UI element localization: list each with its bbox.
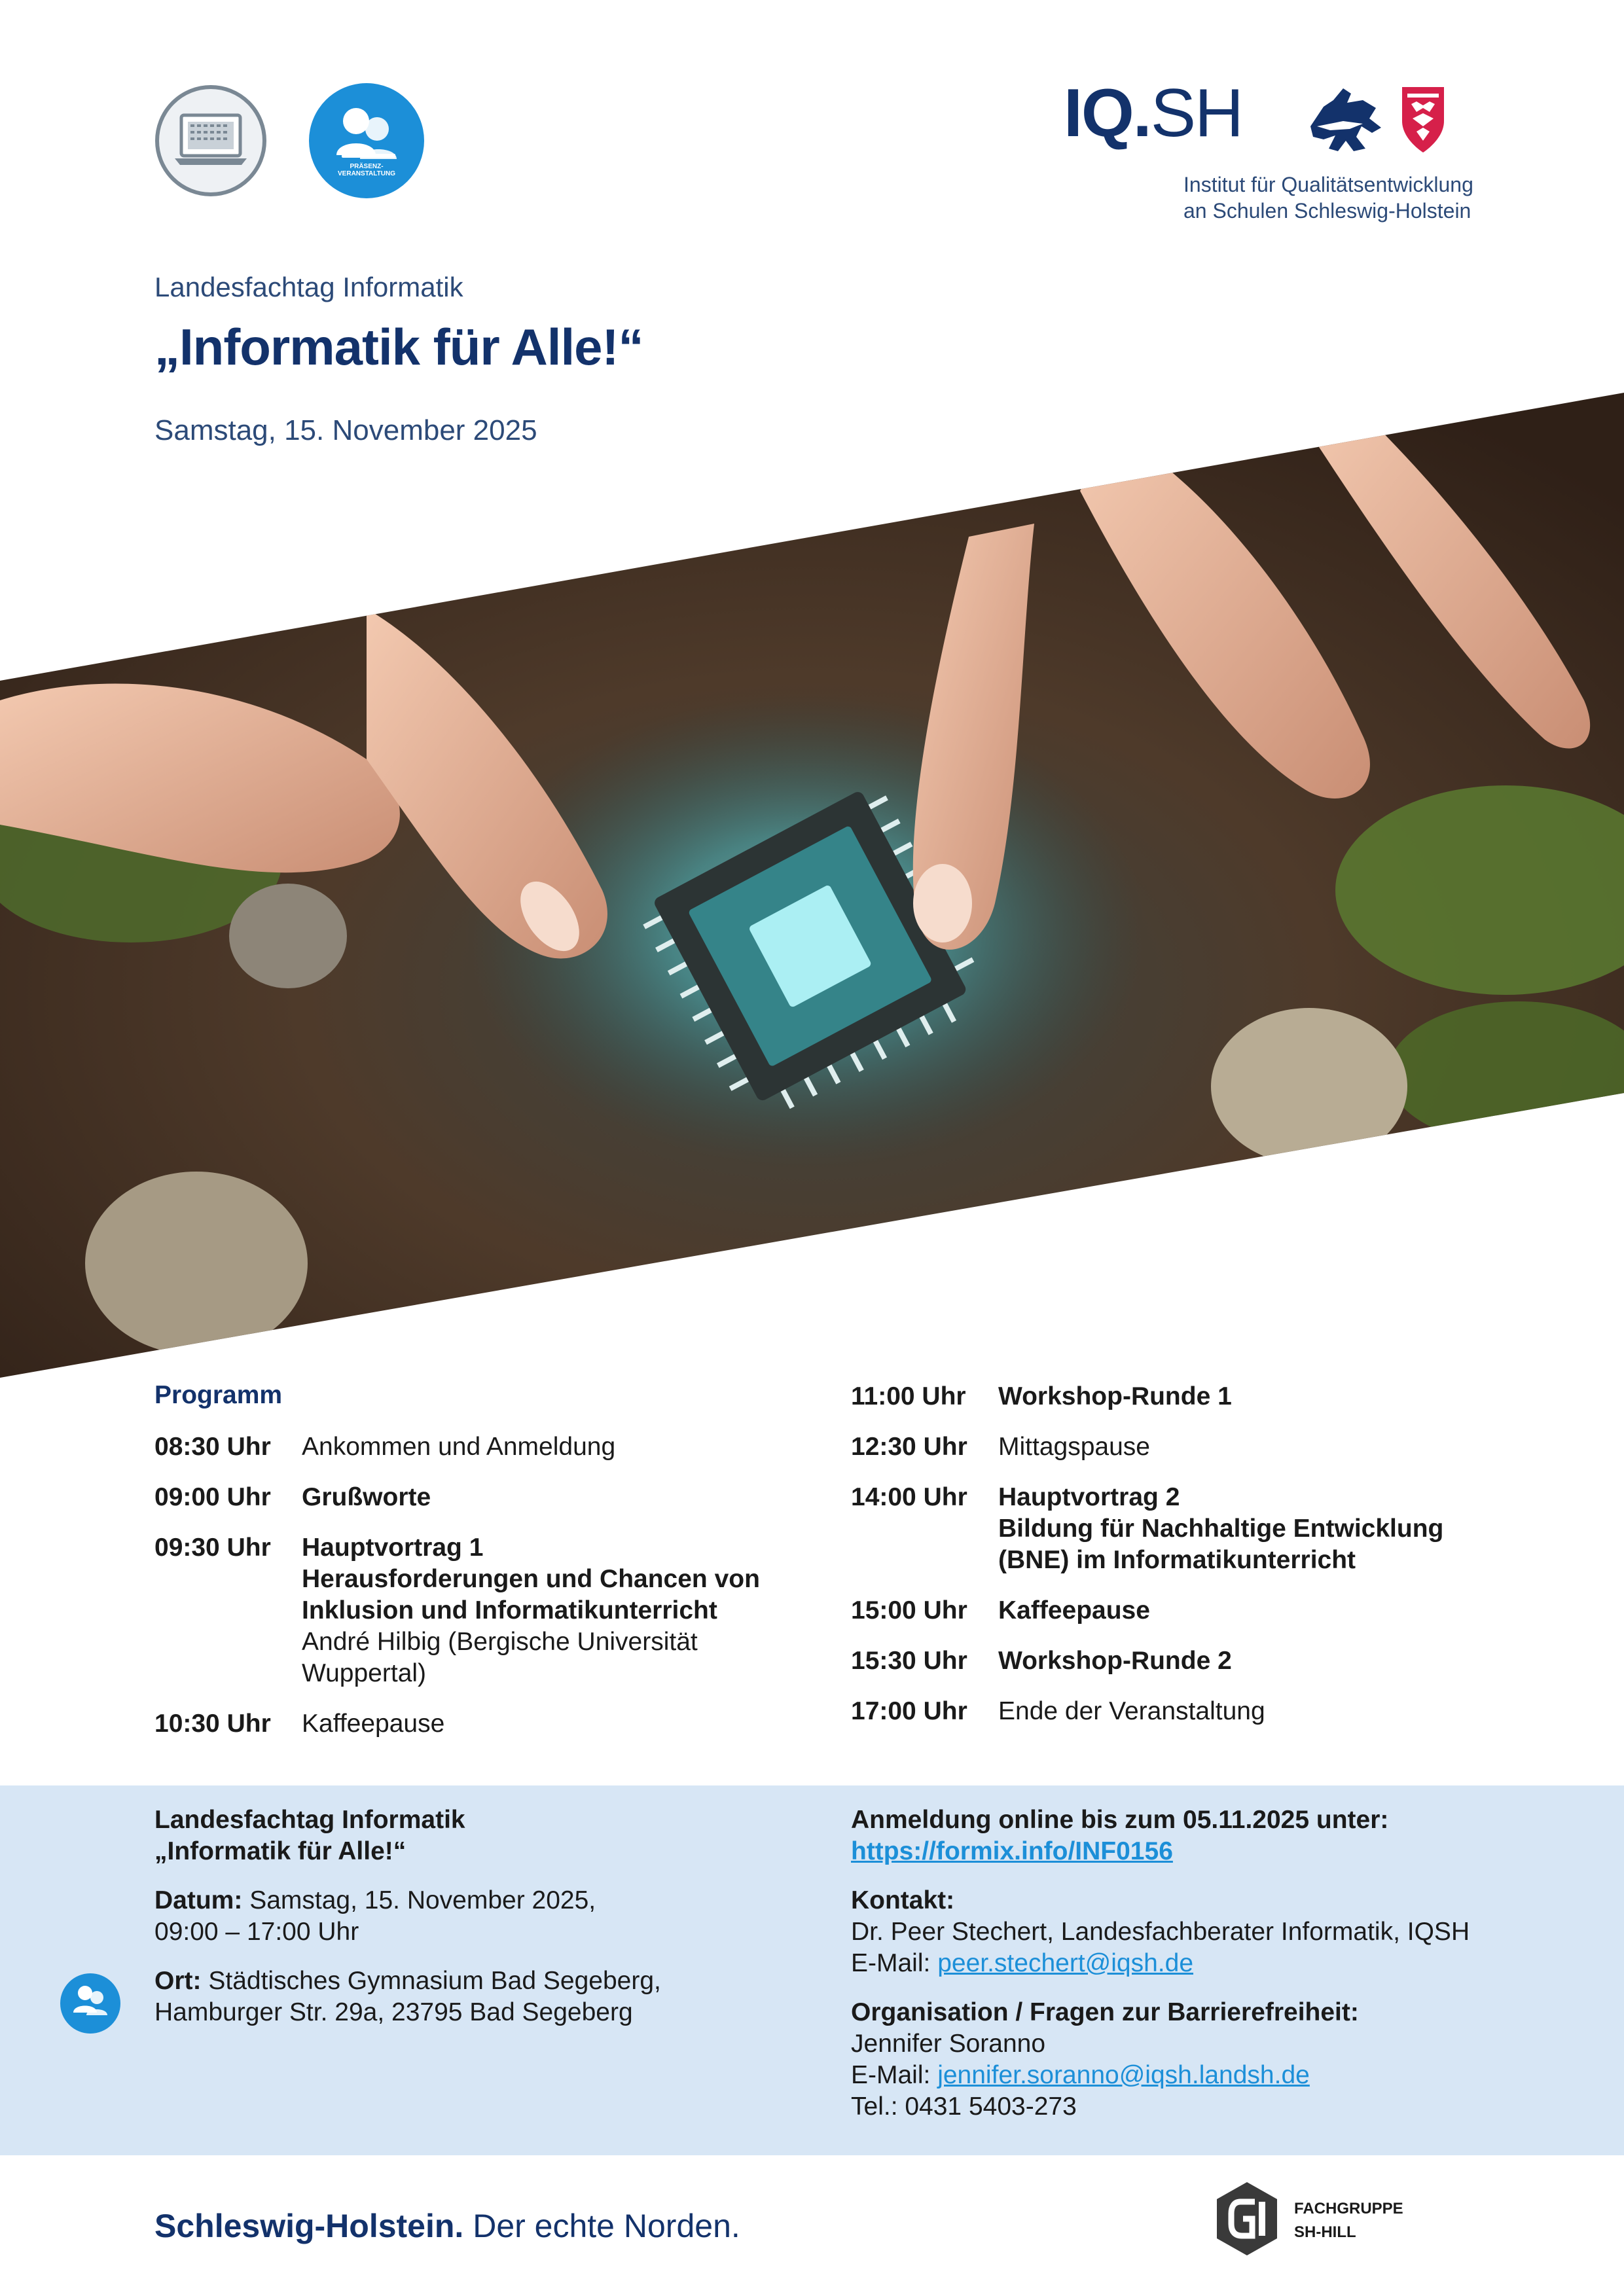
organisation-email-line (851, 2060, 1310, 2091)
footer-slogan (154, 2207, 740, 2245)
program-time: 15:00 Uhr (851, 1596, 967, 1624)
footer-slogan-bold: Schleswig-Holstein. (154, 2208, 464, 2244)
iqsh-logo (1064, 77, 1242, 149)
program-time: 09:00 Uhr (154, 1483, 271, 1511)
logo-subtitle-line1: Institut für Qualitätsentwicklung (1183, 173, 1473, 196)
info-event-title: „Informatik für Alle!“ (154, 1837, 406, 1865)
partner-label (1294, 2197, 1403, 2244)
program-time: 09:30 Uhr (154, 1534, 271, 1562)
program-subtitle: Herausforderungen und Chancen von (302, 1565, 760, 1593)
organisation-name: Jennifer Soranno (851, 2030, 1046, 2058)
info-place-value: Städtisches Gymnasium Bad Segeberg, (208, 1967, 661, 1995)
program-time: 12:30 Uhr (851, 1433, 967, 1461)
logo-wordmark-light: SH (1150, 75, 1243, 151)
partner-line1: FACHGRUPPE (1294, 2200, 1403, 2217)
info-date (154, 1885, 596, 1916)
program-title: Mittagspause (998, 1433, 1150, 1461)
program-title: Ankommen und Anmeldung (302, 1433, 616, 1461)
schleswig-holstein-crest-icon (1304, 81, 1448, 158)
program-heading: Programm (154, 1381, 283, 1409)
logo-subtitle-line2: an Schulen Schleswig-Holstein (1183, 199, 1471, 223)
info-place-label: Ort: (154, 1967, 202, 1995)
event-title: „Informatik für Alle!“ (154, 318, 643, 376)
program-title: Kaffeepause (998, 1596, 1150, 1624)
info-time-value: 09:00 – 17:00 Uhr (154, 1918, 359, 1946)
presence-event-icon (309, 83, 424, 198)
program-subtitle: Bildung für Nachhaltige Entwicklung (998, 1515, 1444, 1543)
event-series: Landesfachtag Informatik (154, 272, 463, 302)
event-date: Samstag, 15. November 2025 (154, 414, 537, 446)
program-title: Hauptvortrag 2 (998, 1483, 1180, 1511)
program-speaker: Wuppertal) (302, 1659, 427, 1687)
program-title: Workshop-Runde 1 (998, 1382, 1232, 1410)
registration-label: Anmeldung online bis zum 05.11.2025 unter: (851, 1806, 1389, 1834)
hero-image-chip-in-soil (0, 393, 1624, 1388)
program-title: Ende der Veranstaltung (998, 1697, 1265, 1725)
contact-email-link[interactable]: peer.stechert@iqsh.de (937, 1949, 1194, 1977)
gi-logo-icon (1214, 2179, 1280, 2258)
program-title: Kaffeepause (302, 1710, 445, 1738)
program-speaker: André Hilbig (Bergische Universität (302, 1628, 698, 1656)
contact-label: Kontakt: (851, 1886, 955, 1914)
program-title: Hauptvortrag 1 (302, 1534, 484, 1562)
program-time: 15:30 Uhr (851, 1647, 967, 1675)
program-time: 08:30 Uhr (154, 1433, 271, 1461)
presence-event-small-icon (60, 1973, 120, 2034)
program-time: 11:00 Uhr (851, 1382, 966, 1410)
program-subtitle: (BNE) im Informatikunterricht (998, 1546, 1356, 1574)
organisation-email-prefix: E-Mail: (851, 2061, 938, 2089)
info-address: Hamburger Str. 29a, 23795 Bad Segeberg (154, 1998, 633, 2026)
logo-wordmark-bold: IQ. (1064, 75, 1151, 151)
program-time: 10:30 Uhr (154, 1710, 271, 1738)
program-subtitle: Inklusion und Informatikunterricht (302, 1596, 717, 1624)
presence-badge-label: PRÄSENZ- VERANSTALTUNG (338, 163, 395, 177)
info-date-value: Samstag, 15. November 2025, (249, 1886, 596, 1914)
organisation-phone: Tel.: 0431 5403-273 (851, 2092, 1077, 2121)
program-title: Workshop-Runde 2 (998, 1647, 1232, 1675)
organisation-email-link[interactable]: jennifer.soranno@iqsh.landsh.de (937, 2061, 1310, 2089)
contact-email-prefix: E-Mail: (851, 1949, 938, 1977)
program-time: 17:00 Uhr (851, 1697, 967, 1725)
info-place (154, 1965, 661, 1997)
program-title: Grußworte (302, 1483, 431, 1511)
logo-subtitle (1183, 171, 1473, 224)
organisation-label: Organisation / Fragen zur Barrierefreiheit: (851, 1998, 1359, 2026)
partner-line2: SH-HILL (1294, 2223, 1356, 2241)
program-time: 14:00 Uhr (851, 1483, 967, 1511)
laptop-online-icon (155, 85, 266, 196)
info-date-label: Datum: (154, 1886, 243, 1914)
info-event-name: Landesfachtag Informatik (154, 1806, 465, 1834)
footer-slogan-rest: Der echte Norden. (463, 2208, 740, 2244)
contact-email-line (851, 1948, 1193, 1979)
registration-link[interactable]: https://formix.info/INF0156 (851, 1837, 1173, 1865)
contact-name: Dr. Peer Stechert, Landesfachberater Informatik, IQSH (851, 1918, 1470, 1946)
